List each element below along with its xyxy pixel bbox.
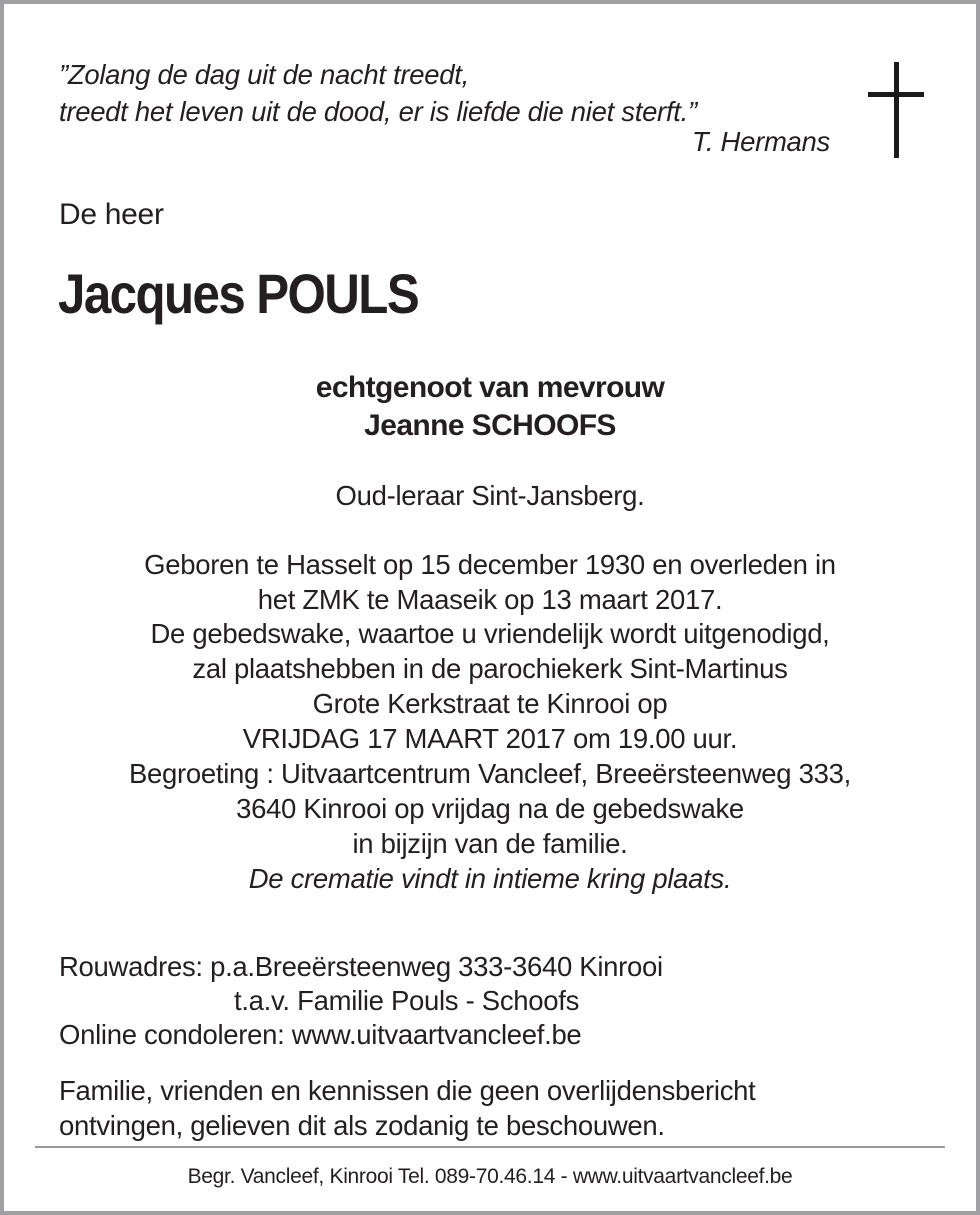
contact-info <box>59 950 663 1052</box>
cross-icon <box>868 62 926 158</box>
quote-author: T. Hermans <box>691 126 830 157</box>
quote <box>59 56 697 130</box>
ceremony-line: De gebedswake, waartoe u vriendelijk wordt uitgenodigd, <box>150 618 830 649</box>
spouse-block <box>4 369 976 445</box>
title-prefix: De heer <box>59 198 164 231</box>
deceased-name: Jacques POULS <box>58 262 419 325</box>
divider <box>35 1146 945 1148</box>
address-attention: t.a.v. Familie Pouls - Schoofs <box>234 985 580 1016</box>
spouse-relation: echtgenoot van mevrouw <box>315 371 665 404</box>
online-condolence-link[interactable]: Online condoleren: www.uitvaartvancleef.be <box>59 1019 582 1050</box>
spouse-name: Jeanne SCHOOFS <box>364 409 616 442</box>
birth-death-info <box>4 547 976 617</box>
ceremony-line: Begroeting : Uitvaartcentrum Vancleef, Breeërsteenweg 333, <box>129 758 851 789</box>
notice-line-2: ontvingen, gelieven dit als zodanig te beschouwen. <box>59 1110 665 1141</box>
ceremony-line: Grote Kerkstraat te Kinrooi op <box>312 688 668 719</box>
obituary-page <box>4 4 976 1211</box>
quote-line-2: treedt het leven uit de dood, er is liefde die niet sterft.” <box>59 96 697 127</box>
cremation-note: De crematie vindt in intieme kring plaats. <box>248 863 732 894</box>
death-line: het ZMK te Maaseik op 13 maart 2017. <box>257 584 723 615</box>
birth-line: Geboren te Hasselt op 15 december 1930 en overleden in <box>144 549 836 580</box>
notice <box>59 1073 756 1143</box>
mourning-address: Rouwadres: p.a.Breeërsteenweg 333-3640 Kinrooi <box>59 951 663 982</box>
footer-funeral-home: Begr. Vancleef, Kinrooi Tel. 089-70.46.14 - www.uitvaartvancleef.be <box>187 1165 793 1188</box>
quote-line-1: ”Zolang de dag uit de nacht treedt, <box>59 59 469 90</box>
occupation: Oud-leraar Sint-Jansberg. <box>335 480 645 511</box>
ceremony-line: 3640 Kinrooi op vrijdag na de gebedswake <box>236 793 744 824</box>
ceremony-line: zal plaatshebben in de parochiekerk Sint-Martinus <box>192 653 788 684</box>
ceremony-info <box>4 616 976 896</box>
ceremony-line: in bijzijn van de familie. <box>352 828 628 859</box>
notice-line-1: Familie, vrienden en kennissen die geen overlijdensbericht <box>59 1075 756 1106</box>
ceremony-line: VRIJDAG 17 MAART 2017 om 19.00 uur. <box>242 723 738 754</box>
